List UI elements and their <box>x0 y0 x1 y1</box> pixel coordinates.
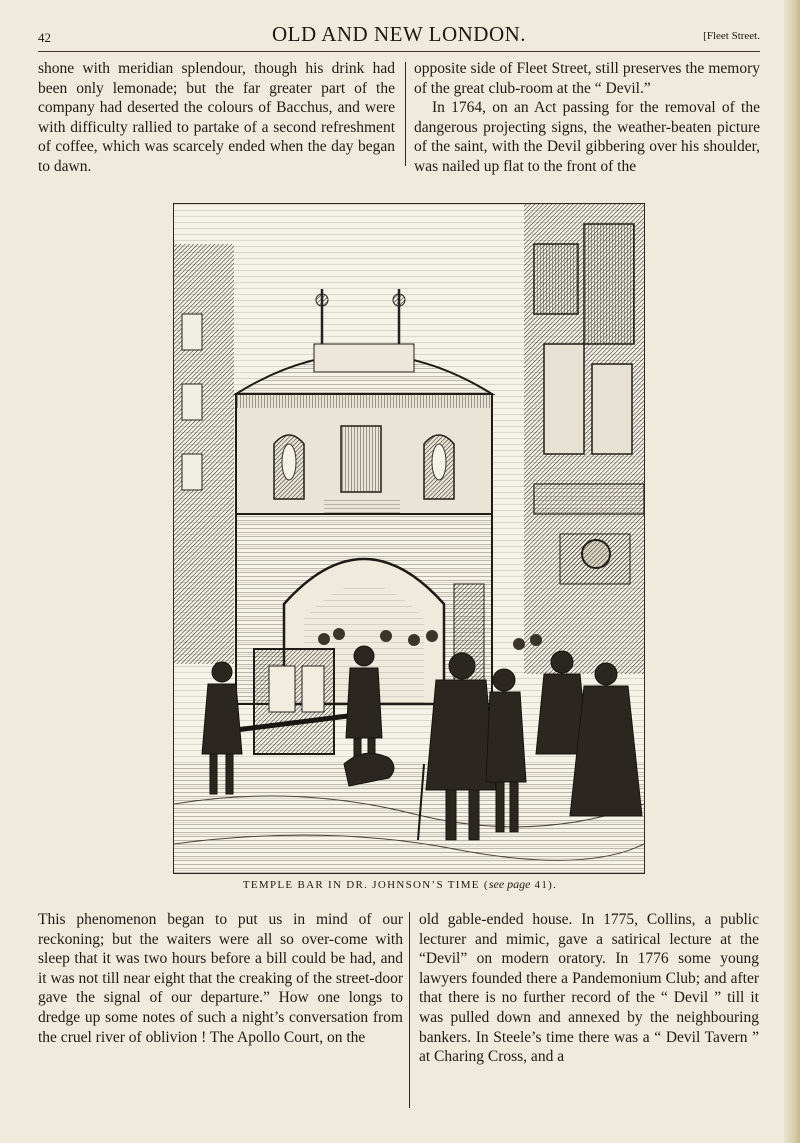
column-divider <box>409 912 410 1108</box>
column-divider <box>405 62 406 166</box>
page-number: 42 <box>38 30 51 45</box>
running-title: OLD AND NEW LONDON. <box>271 22 527 46</box>
running-header <box>38 22 760 48</box>
caption-page-ref: 41 <box>530 879 549 891</box>
caption-see-page: see page <box>488 877 531 891</box>
column-top-left <box>38 59 395 177</box>
column-top-right <box>414 59 760 177</box>
figure-caption <box>0 877 800 892</box>
paragraph: old gable-ended house. In 1775, Collins, a public lecturer and mimic, gave a satirical lecture at the “Devil” on modern oratory. In 1776 some young lawyers founded there a Pandemonium Club; and after that there is no further record of the “ Devil ” till it was pulled down and annexed by the neighbouring bankers. In Steele’s time there was a “ Devil Tavern ” at Charing Cross, and a <box>419 911 759 1066</box>
page-edge <box>784 0 800 1143</box>
paragraph: opposite side of Fleet Street, still preserves the memory of the great club-room at the “ Devil.” <box>414 60 760 97</box>
caption-paren-open: ( <box>483 879 489 891</box>
running-section: [Fleet Street. <box>703 30 760 42</box>
column-bottom-left <box>38 910 403 1047</box>
header-rule <box>38 51 760 52</box>
caption-paren-close: ). <box>548 879 558 891</box>
paragraph: In 1764, on an Act passing for the removal of the dangerous projecting signs, the weather-beaten picture of the saint, with the Devil gibbering over his shoulder, was nailed up flat to the front of the <box>414 99 760 175</box>
paragraph: This phenomenon began to put us in mind of our reckoning; but the waiters were all so over-come with sleep that it was two hours before a bill could be had, and it was not till near eight that the creaking of the street-door gave the signal of our departure.” How one longs to dredge up some notes of such a night’s conversation from the cruel river of oblivion ! The Apollo Court, on the <box>38 911 403 1046</box>
caption-main: TEMPLE BAR IN DR. JOHNSON’S TIME <box>242 879 480 891</box>
temple-bar-engraving <box>173 203 645 874</box>
paragraph: shone with meridian splendour, though his drink had been only lemonade; but the far greater part of the company had deserted the colours of Bacchus, and were with difficulty rallied to partake of a second refreshment of coffee, which was scarcely ended when the day began to dawn. <box>38 60 395 175</box>
column-bottom-right <box>419 910 759 1067</box>
